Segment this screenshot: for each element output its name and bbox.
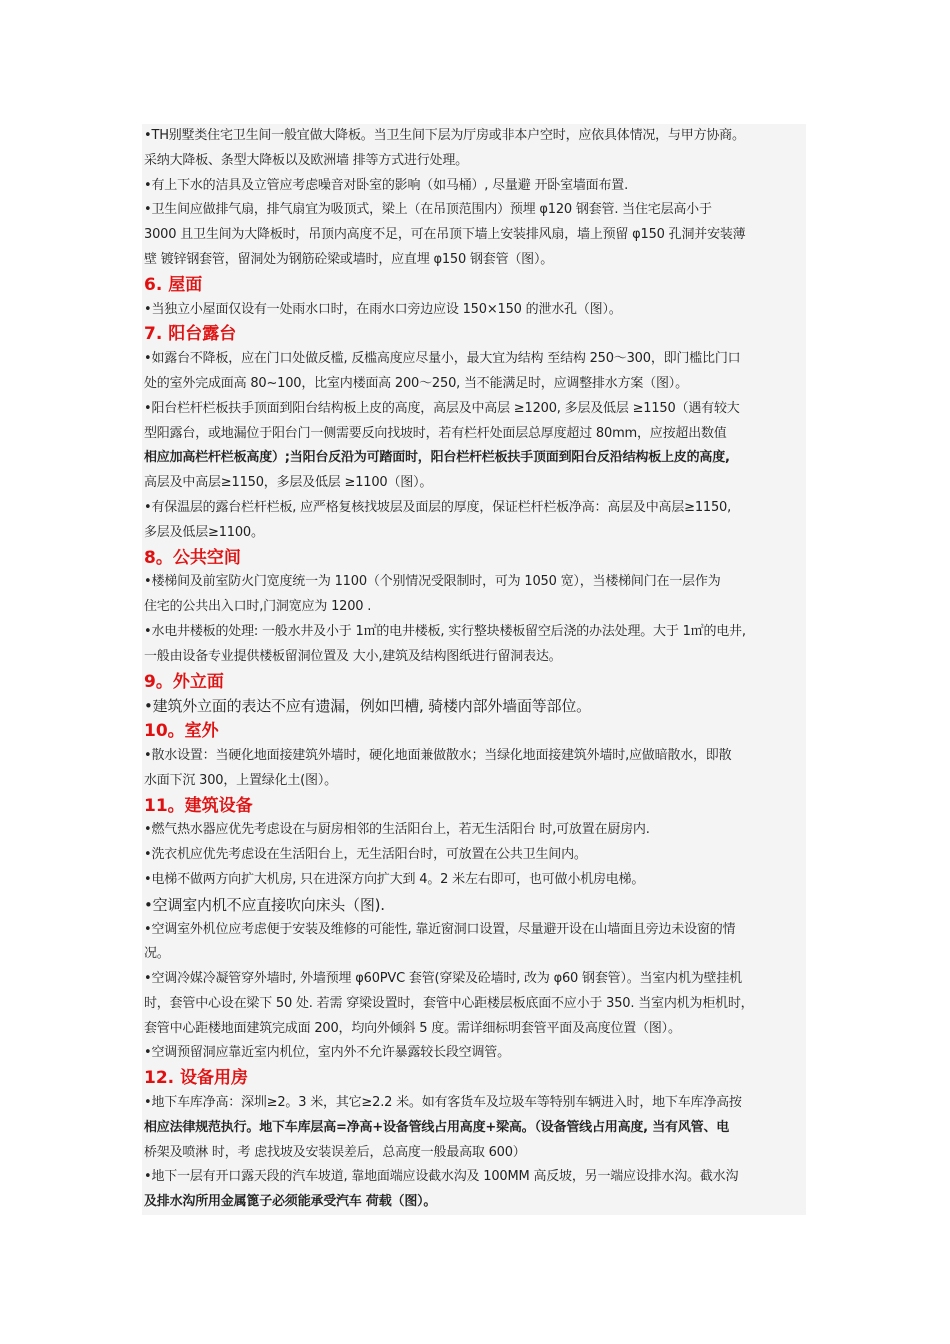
text-line: •地下一层有开口露天段的汽车坡道, 靠地面端应设截水沟及 100MM 高反坡，另一端应设排水沟。截水沟 bbox=[144, 1169, 739, 1185]
text-line: 高层及中高层≥1150，多层及低层 ≥1100（图）。 bbox=[144, 475, 433, 491]
text-line: •楼梯间及前室防火门宽度统一为 1100（个别情况受限制时，可为 1050 宽），当楼梯间门在一层作为 bbox=[144, 574, 721, 590]
text-line: •建筑外立面的表达不应有遗漏，例如凹槽, 骑楼内部外墙面等部位。 bbox=[144, 697, 591, 716]
text-line: 及排水沟所用金属篦子必须能承受汽车 荷载（图）。 bbox=[144, 1194, 437, 1210]
text-line: •地下车库净高：深圳≥2。3 米，其它≥2.2 米。如有客货车及垃圾车等特别车辆进入时，地下车库净高按 bbox=[144, 1095, 742, 1111]
text-line: •空调室内机不应直接吹向床头（图). bbox=[144, 895, 385, 914]
text-line: •燃气热水器应优先考虑设在与厨房相邻的生活阳台上，若无生活阳台 时,可放置在厨房内. bbox=[144, 822, 650, 838]
text-line: 桥架及喷淋 时，考 虑找坡及安装误差后，总高度一般最高取 600） bbox=[144, 1144, 526, 1160]
text-line: •水电井楼板的处理: 一般水井及小于 1㎡的电井楼板, 实行整块楼板留空后浇的办法处理。大于 1㎡的电井, bbox=[144, 623, 746, 639]
text-line: •有保温层的露台栏杆栏板, 应严格复核找坡层及面层的厚度，保证栏杆栏板净高：高层及中高层≥1150, bbox=[144, 499, 732, 515]
text-line: •阳台栏杆栏板扶手顶面到阳台结构板上皮的高度，高层及中高层 ≥1200, 多层及低层 ≥1150（遇有较大 bbox=[144, 400, 740, 416]
text-line: •有上下水的洁具及立管应考虑噪音对卧室的影响（如马桶）, 尽量避 开卧室墙面布置. bbox=[144, 177, 628, 193]
text-line: 套管中心距楼地面建筑完成面 200，均向外倾斜 5 度。需详细标明套管平面及高度位置（图）。 bbox=[144, 1020, 681, 1036]
text-line: 况。 bbox=[144, 946, 170, 962]
text-line: •空调冷媒冷凝管穿外墙时, 外墙预埋 φ60PVC 套管(穿梁及砼墙时, 改为 φ60 钢套管）。当室内机为壁挂机 bbox=[144, 971, 742, 987]
section-heading: 12. 设备用房 bbox=[144, 1068, 249, 1089]
text-line: •TH别墅类住宅卫生间一般宜做大降板。当卫生间下层为厅房或非本户空时，应依具体情况，与甲方协商。 bbox=[144, 128, 745, 143]
text-line: •洗衣机应优先考虑设在生活阳台上，无生活阳台时，可放置在公共卫生间内。 bbox=[144, 847, 587, 863]
section-heading: 6. 屋面 bbox=[144, 274, 203, 295]
section-heading: 7. 阳台露台 bbox=[144, 324, 237, 345]
text-line: •如露台不降板，应在门口处做反槛, 反槛高度应尽量小，最大宜为结构 至结构 250～300，即门槛比门口 bbox=[144, 351, 741, 367]
text-line: 时，套管中心设在梁下 50 处. 若需 穿梁设置时，套管中心距楼层板底面不应小于 350. 当室内机为柜机时， bbox=[144, 995, 754, 1011]
text-line: 一般由设备专业提供楼板留洞位置及 大小,建筑及结构图纸进行留洞表达。 bbox=[144, 648, 562, 664]
section-heading: 11。建筑设备 bbox=[144, 795, 253, 816]
text-line: 相应法律规范执行。地下车库层高=净高+设备管线占用高度+梁高。（设备管线占用高度, 当有风管、电 bbox=[144, 1119, 730, 1135]
text-line: •空调预留洞应靠近室内机位，室内外不允许暴露较长段空调管。 bbox=[144, 1045, 510, 1061]
text-line: 住宅的公共出入口时,门洞宽应为 1200 . bbox=[144, 599, 372, 615]
document-body bbox=[142, 124, 806, 1215]
text-line: •空调室外机位应考虑便于安装及维修的可能性, 靠近窗洞口设置，尽量避开设在山墙面且旁边未设窗的情 bbox=[144, 921, 736, 937]
section-heading: 8。公共空间 bbox=[144, 547, 241, 568]
text-line: 3000 且卫生间为大降板时，吊顶内高度不足，可在吊顶下墙上安装排风扇，墙上预留 φ150 孔洞并安装薄 bbox=[144, 227, 746, 243]
text-line: •散水设置：当硬化地面接建筑外墙时，硬化地面兼做散水；当绿化地面接建筑外墙时,应做暗散水，即散 bbox=[144, 747, 732, 763]
text-line: 壁 镀锌钢套管，留洞处为钢筋砼梁或墙时，应直埋 φ150 钢套管（图）。 bbox=[144, 251, 554, 267]
text-line: 采纳大降板、条型大降板以及欧洲墙 排等方式进行处理。 bbox=[144, 152, 468, 168]
text-line: 处的室外完成面高 80~100，比室内楼面高 200～250, 当不能满足时，应调整排水方案（图）。 bbox=[144, 375, 688, 391]
text-line: •电梯不做两方向扩大机房, 只在进深方向扩大到 4。2 米左右即可，也可做小机房电梯。 bbox=[144, 871, 645, 887]
text-line: •卫生间应做排气扇，排气扇宜为吸顶式，梁上（在吊顶范围内）预埋 φ120 钢套管. 当住宅层高小于 bbox=[144, 202, 712, 218]
text-line: 型阳露台，或地漏位于阳台门一侧需要反向找坡时，若有栏杆处面层总厚度超过 80mm，应按超出数值 bbox=[144, 425, 727, 441]
text-line: 水面下沉 300，上置绿化土(图）。 bbox=[144, 772, 337, 788]
section-heading: 9。外立面 bbox=[144, 671, 224, 692]
text-line: 多层及低层≥1100。 bbox=[144, 524, 264, 540]
text-line: •当独立小屋面仅设有一处雨水口时，在雨水口旁边应设 150×150 的泄水孔（图）。 bbox=[144, 301, 622, 317]
text-block bbox=[142, 124, 806, 1215]
text-line: 相应加高栏杆栏板高度）;当阳台反沿为可踏面时，阳台栏杆栏板扶手顶面到阳台反沿结构板上皮的高度, bbox=[144, 450, 730, 466]
section-heading: 10。室外 bbox=[144, 721, 219, 742]
